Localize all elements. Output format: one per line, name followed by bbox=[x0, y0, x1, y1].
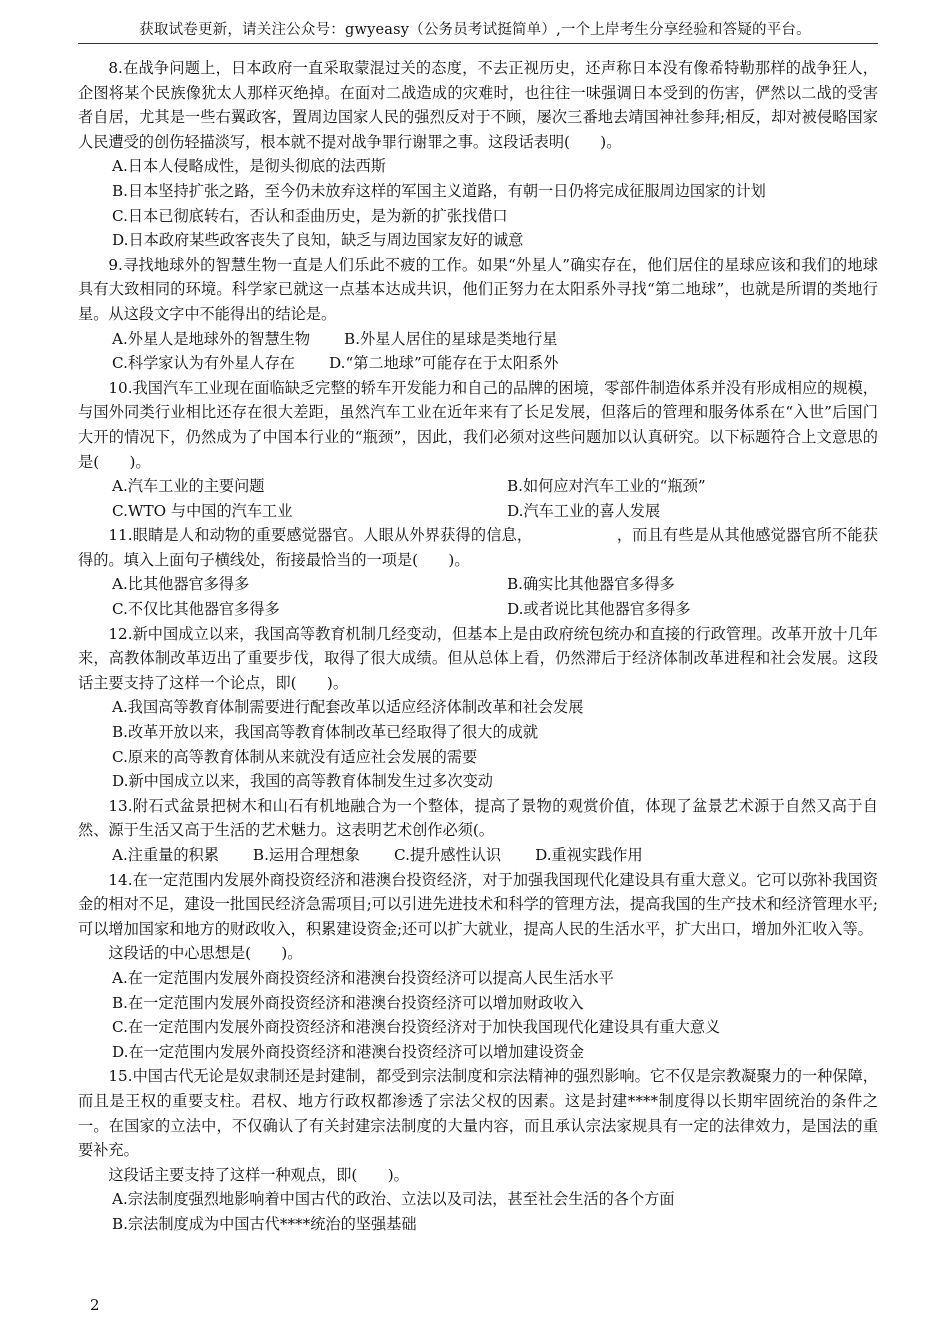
options-row bbox=[78, 499, 878, 524]
options-row bbox=[78, 327, 878, 352]
option-a: A.比其他器官多得多 bbox=[112, 575, 250, 594]
page-number: 2 bbox=[90, 1296, 100, 1314]
option-d: D.日本政府某些政客丧失了良知，缺乏与周边国家友好的诚意 bbox=[112, 231, 524, 250]
option-d: D.新中国成立以来，我国的高等教育体制发生过多次变动 bbox=[112, 772, 493, 791]
options-row bbox=[78, 572, 878, 597]
option-a: A.外星人是地球外的智慧生物 bbox=[112, 329, 311, 348]
option-b: B.确实比其他器官多得多 bbox=[507, 575, 675, 594]
option-d: D.或者说比其他器官多得多 bbox=[507, 600, 691, 619]
options-row bbox=[78, 843, 878, 868]
option-a: A.日本人侵略成性，是彻头彻底的法西斯 bbox=[112, 157, 386, 176]
option-b: B.如何应对汽车工业的“瓶颈” bbox=[507, 477, 706, 496]
header-divider bbox=[78, 43, 878, 44]
question-stem: 9.寻找地球外的智慧生物一直是人们乐此不疲的工作。如果“外星人”确实存在，他们居住的星球应该和我们的地球具有大致相同的环境。科学家已就这一点基本达成共识，他们正努力在太阳系外寻找“第二地球”，也就是所谓的类地行星。从这段文字中不能得出的结论是。 bbox=[78, 255, 878, 323]
options-row bbox=[78, 597, 878, 622]
option-c: C.不仅比其他器官多得多 bbox=[112, 600, 280, 619]
question-13 bbox=[78, 794, 878, 868]
question-stem: 12.新中国成立以来，我国高等教育机制几经变动，但基本上是由政府统包统办和直接的行政管理。改革开放十几年来，高教体制改革迈出了重要步伐，取得了很大成绩。但从总体上看，仍然滞后于经济体制改革进程和社会发展。这段话主要支持了这样一个论点，即( )。 bbox=[78, 624, 878, 692]
option-c: C.WTO 与中国的汽车工业 bbox=[112, 501, 293, 520]
question-stem: 14.在一定范围内发展外商投资经济和港澳台投资经济，对于加强我国现代化建设具有重大意义。它可以弥补我国资金的相对不足，建设一批国民经济急需项目;可以引进先进技术和科学的管理方法，提高我国的生产技术和经济管理水平;可以增加国家和地方的财政收入，积累建设资金;还可以扩大就业，提高人民的生活水平，扩大出口，增加外汇收入等。 bbox=[78, 870, 878, 938]
option-a: A.在一定范围内发展外商投资经济和港澳台投资经济可以提高人民生活水平 bbox=[112, 968, 614, 987]
option-b: B.改革开放以来，我国高等教育体制改革已经取得了很大的成就 bbox=[112, 723, 539, 742]
option-b: B.日本坚持扩张之路，至今仍未放弃这样的军国主义道路，有朝一日仍将完成征服周边国家的计划 bbox=[112, 181, 766, 200]
question-stem: 8.在战争问题上，日本政府一直采取蒙混过关的态度，不去正视历史，还声称日本没有像希特勒那样的战争狂人，企图将某个民族像犹太人那样灭绝掉。在面对二战造成的灾难时，也往往一味强调日本受到的伤害，俨然以二战的受害者自居，尤其是一些右翼政客，置周边国家人民的强烈反对于不顾，屡次三番地去靖国神社参拜;相反，却对被侵略国家人民遭受的创伤轻描淡写，根本就不提对战争罪行谢罪之事。这段话表明( )。 bbox=[78, 59, 878, 151]
question-15 bbox=[78, 1064, 878, 1236]
option-c: C.在一定范围内发展外商投资经济和港澳台投资经济对于加快我国现代化建设具有重大意义 bbox=[112, 1018, 721, 1037]
options-row bbox=[78, 474, 878, 499]
option-b: B.外星人居住的星球是类地行星 bbox=[344, 329, 558, 348]
option-b: B.运用合理想象 bbox=[252, 846, 361, 864]
question-11 bbox=[78, 523, 878, 621]
option-c: C.原来的高等教育体制从来就没有适应社会发展的需要 bbox=[112, 747, 478, 766]
option-c: C.提升感性认识 bbox=[394, 846, 502, 864]
question-12 bbox=[78, 622, 878, 794]
question-stem: 13.附石式盆景把树木和山石有机地融合为一个整体，提高了景物的观赏价值，体现了盆景艺术源于自然又高于自然、源于生活又高于生活的艺术魅力。这表明艺术创作必须(。 bbox=[78, 796, 878, 840]
question-stem: 11.眼睛是人和动物的重要感觉器官。人眼从外界获得的信息， ，而且有些是从其他感觉器官所不能获得的。填入上面句子横线处，衔接最恰当的一项是( )。 bbox=[78, 526, 878, 569]
question-prompt: 这段话主要支持了这样一种观点，即( )。 bbox=[108, 1165, 409, 1184]
option-a: A.汽车工业的主要问题 bbox=[112, 477, 265, 496]
question-stem: 10.我国汽车工业现在面临缺乏完整的轿车开发能力和自己的品牌的困境，零部件制造体系并没有形成相应的规模，与国外同类行业相比还存在很大差距，虽然汽车工业在近年来有了长足发展，但落后的管理和服务体系在“入世”后国门大开的情况下，仍然成为了中国本行业的“瓶颈”，因此，我们必须对这些问题加以认真研究。以下标题符合上文意思的是( )。 bbox=[78, 378, 878, 471]
question-8 bbox=[78, 56, 878, 253]
option-b: B.在一定范围内发展外商投资经济和港澳台投资经济可以增加财政收入 bbox=[112, 993, 584, 1012]
document-body bbox=[78, 56, 878, 1237]
option-b: B.宗法制度成为中国古代****统治的坚强基础 bbox=[112, 1214, 417, 1233]
option-d: D.重视实践作用 bbox=[535, 846, 643, 864]
option-c: C.日本已彻底转右，否认和歪曲历史，是为新的扩张找借口 bbox=[112, 206, 508, 225]
option-d: D.在一定范围内发展外商投资经济和港澳台投资经济可以增加建设资金 bbox=[112, 1042, 585, 1061]
option-a: A.宗法制度强烈地影响着中国古代的政治、立法以及司法，甚至社会生活的各个方面 bbox=[112, 1190, 675, 1209]
option-a: A.我国高等教育体制需要进行配套改革以适应经济体制改革和社会发展 bbox=[112, 698, 584, 717]
option-d: D.“第二地球”可能存在于太阳系外 bbox=[328, 354, 559, 373]
option-a: A.注重量的积累 bbox=[112, 846, 219, 864]
question-prompt: 这段话的中心思想是( )。 bbox=[108, 944, 303, 963]
question-14 bbox=[78, 868, 878, 1065]
options-row bbox=[78, 351, 878, 376]
question-9 bbox=[78, 253, 878, 376]
option-d: D.汽车工业的喜人发展 bbox=[507, 501, 661, 520]
question-10 bbox=[78, 376, 878, 524]
page-header: 获取试卷更新，请关注公众号：gwyeasy（公务员考试挺简单）,一个上岸考生分享经验和答疑的平台。 bbox=[139, 22, 811, 38]
question-stem: 15.中国古代无论是奴隶制还是封建制，都受到宗法制度和宗法精神的强烈影响。它不仅是宗教凝聚力的一种保障，而且是王权的重要支柱。君权、地方行政权都渗透了宗法父权的因素。这是封建****制度得以长期牢固统治的条件之一。在国家的立法中，不仅确认了有关封建宗法制度的大量内容，而且承认宗法家规具有一定的法律效力，是国法的重要补充。 bbox=[78, 1067, 878, 1160]
option-c: C.科学家认为有外星人存在 bbox=[112, 354, 295, 373]
